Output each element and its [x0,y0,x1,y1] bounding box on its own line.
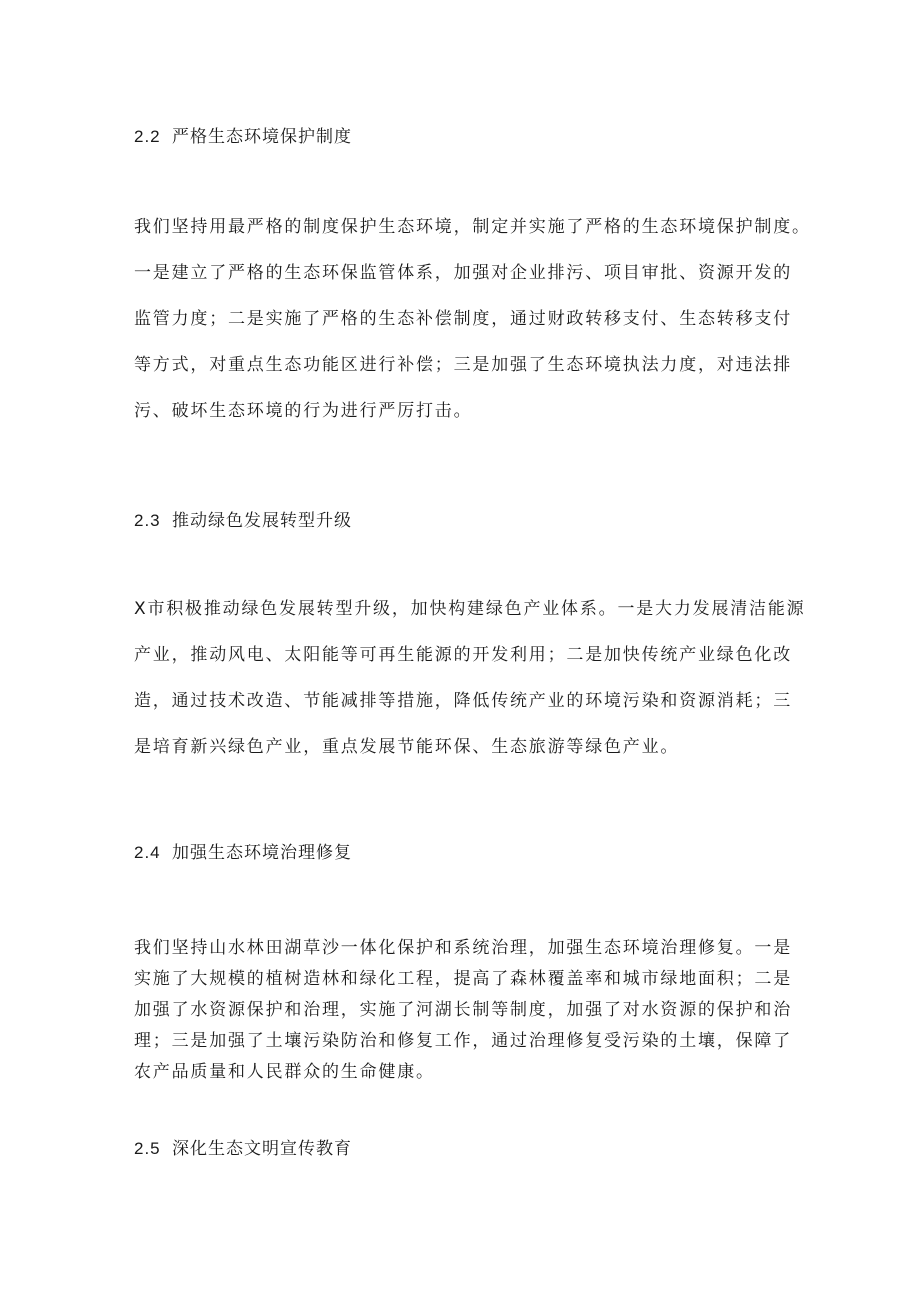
paragraph-line: 造，通过技术改造、节能减排等措施，降低传统产业的环境污染和资源消耗；三 [134,691,792,711]
paragraph-line: 产业，推动风电、太阳能等可再生能源的开发利用；二是加快传统产业绿色化改 [134,645,792,665]
paragraph-line: 加强了水资源保护和治理，实施了河湖长制等制度，加强了对水资源的保护和治 [134,1000,792,1020]
section-title: 推动绿色发展转型升级 [172,511,352,531]
paragraph-line: 实施了大规模的植树造林和绿化工程，提高了森林覆盖率和城市绿地面积；二是 [134,969,792,989]
section-number: 2.5 [134,1139,161,1158]
section-paragraph-2-3 [134,586,806,770]
section-heading-2-3 [134,506,352,531]
section-heading-2-5 [134,1134,352,1159]
section-title: 严格生态环境保护制度 [172,127,352,147]
paragraph-line: 农产品质量和人民群众的生命健康。 [134,1062,435,1082]
paragraph-line: 是培育新兴绿色产业，重点发展节能环保、生态旅游等绿色产业。 [134,737,680,757]
paragraph-line: 污、破坏生态环境的行为进行严厉打击。 [134,401,473,421]
paragraph-line: 我们坚持山水林田湖草沙一体化保护和系统治理，加强生态环境治理修复。一是 [134,938,792,958]
section-number: 2.4 [134,843,161,862]
section-title: 加强生态环境治理修复 [172,843,352,863]
paragraph-line: 我们坚持用最严格的制度保护生态环境，制定并实施了严格的生态环境保护制度。 [134,217,811,237]
section-title: 深化生态文明宣传教育 [172,1139,352,1159]
paragraph-line: 理；三是加强了土壤污染防治和修复工作，通过治理修复受污染的土壤，保障了 [134,1031,792,1051]
paragraph-line: 一是建立了严格的生态环保监管体系，加强对企业排污、项目审批、资源开发的 [134,263,792,283]
paragraph-line: 等方式，对重点生态功能区进行补偿；三是加强了生态环境执法力度，对违法排 [134,355,792,375]
section-heading-2-4 [134,838,352,863]
paragraph-line: 监管力度；二是实施了严格的生态补偿制度，通过财政转移支付、生态转移支付 [134,309,792,329]
section-paragraph-2-4 [134,933,799,1088]
section-paragraph-2-2 [134,204,811,434]
section-number: 2.3 [134,511,161,530]
section-heading-2-2 [134,122,352,147]
paragraph-line: X市积极推动绿色发展转型升级，加快构建绿色产业体系。一是大力发展清洁能源 [134,599,806,619]
section-number: 2.2 [134,127,161,146]
